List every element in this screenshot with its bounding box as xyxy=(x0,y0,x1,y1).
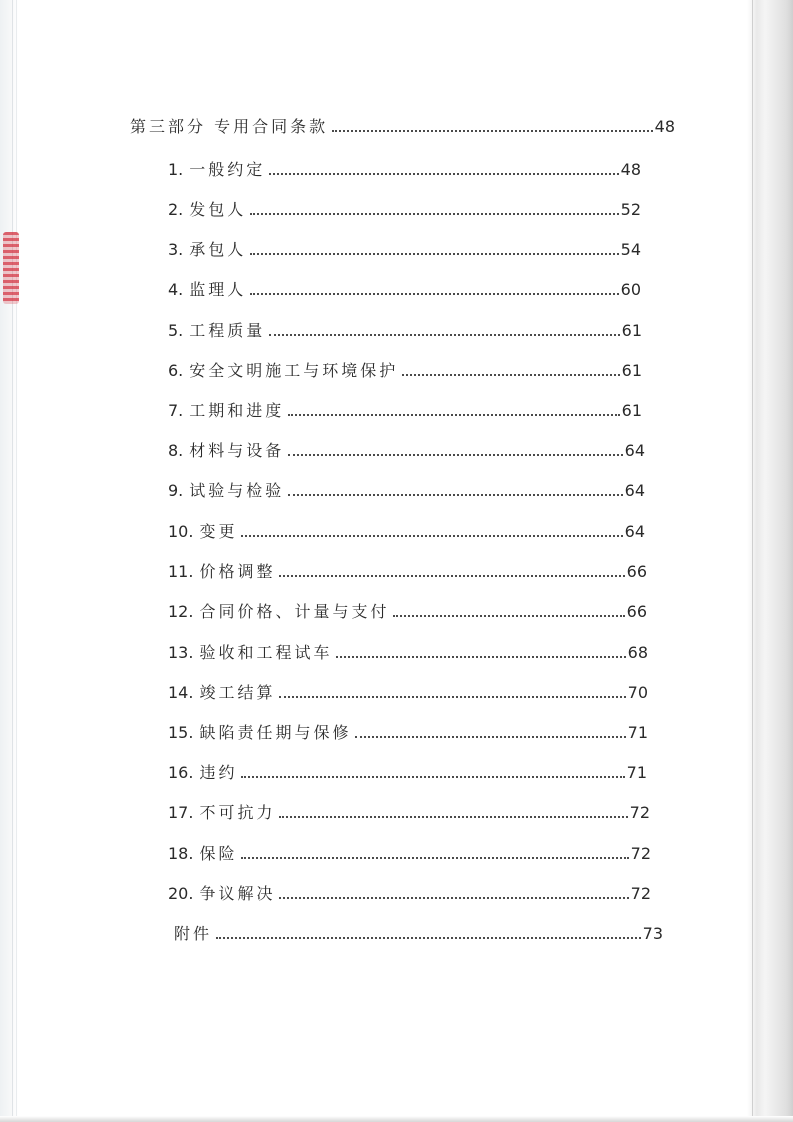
toc-entry-part-3[interactable] xyxy=(130,113,675,137)
toc-entry-title: 不可抗力 xyxy=(199,803,276,822)
toc-entry-3[interactable] xyxy=(168,236,641,260)
dot-leader xyxy=(250,213,618,215)
toc-entry-number: 1. xyxy=(168,160,184,179)
toc-entry-page: 61 xyxy=(621,361,642,380)
toc-entry-number: 4. xyxy=(168,280,184,299)
dot-leader xyxy=(241,535,622,537)
toc-entry-number: 11. xyxy=(168,562,194,581)
toc-entry-number: 6. xyxy=(168,361,184,380)
dot-leader xyxy=(269,334,619,336)
toc-entry-title: 试验与检验 xyxy=(189,481,285,500)
toc-entry-page: 70 xyxy=(627,683,648,702)
toc-entry-20[interactable] xyxy=(168,880,651,904)
toc-entry-title: 保险 xyxy=(199,844,238,863)
toc-entry-title: 附件 xyxy=(174,924,213,943)
toc-entry-page: 61 xyxy=(621,401,642,420)
toc-entry-number: 16. xyxy=(168,763,194,782)
dot-leader xyxy=(355,736,625,738)
dot-leader xyxy=(288,494,622,496)
toc-entry-title: 一般约定 xyxy=(189,160,266,179)
dot-leader xyxy=(336,656,625,658)
toc-entry-page: 71 xyxy=(627,723,648,742)
dot-leader xyxy=(250,293,618,295)
toc-entry-title: 监理人 xyxy=(189,280,247,299)
toc-entry-number: 17. xyxy=(168,803,194,822)
toc-entry-number: 3. xyxy=(168,240,184,259)
toc-entry-title: 缺陷责任期与保修 xyxy=(199,723,352,742)
toc-entry-page: 64 xyxy=(624,481,645,500)
toc-entry-title: 竣工结算 xyxy=(199,683,276,702)
toc-entry-page: 54 xyxy=(620,240,641,259)
dot-leader xyxy=(216,937,641,939)
dot-leader xyxy=(402,374,619,376)
toc-entry-page: 71 xyxy=(626,763,647,782)
toc-entry-2[interactable] xyxy=(168,196,641,220)
toc-entry-title: 价格调整 xyxy=(199,562,276,581)
toc-entry-number: 7. xyxy=(168,401,184,420)
toc-entry-16[interactable] xyxy=(168,759,647,783)
toc-entry-12[interactable] xyxy=(168,598,647,622)
toc-entry-page: 72 xyxy=(630,844,651,863)
toc-entry-10[interactable] xyxy=(168,518,645,542)
toc-entry-7[interactable] xyxy=(168,397,642,421)
toc-entry-15[interactable] xyxy=(168,719,648,743)
toc-entry-number: 2. xyxy=(168,200,184,219)
toc-entry-title: 承包人 xyxy=(189,240,247,259)
toc-entry-title: 第三部分 专用合同条款 xyxy=(130,117,329,136)
dot-leader xyxy=(288,414,619,416)
dot-leader xyxy=(269,173,618,175)
toc-entry-title: 工期和进度 xyxy=(189,401,285,420)
toc-entry-number: 18. xyxy=(168,844,194,863)
toc-entry-5[interactable] xyxy=(168,317,642,341)
toc-entry-18[interactable] xyxy=(168,840,651,864)
toc-entry-title: 违约 xyxy=(199,763,238,782)
dot-leader xyxy=(241,857,628,859)
toc-entry-title: 工程质量 xyxy=(189,321,266,340)
toc-entry-page: 66 xyxy=(626,602,647,621)
toc-entry-6[interactable] xyxy=(168,357,642,381)
toc-entry-8[interactable] xyxy=(168,437,645,461)
toc-entry-number: 15. xyxy=(168,723,194,742)
dot-leader xyxy=(250,253,618,255)
toc-entry-title: 验收和工程试车 xyxy=(199,643,333,662)
dot-leader xyxy=(241,776,624,778)
toc-entry-title: 争议解决 xyxy=(199,884,276,903)
dot-leader xyxy=(279,575,624,577)
toc-entry-4[interactable] xyxy=(168,276,641,300)
toc-entry-number: 13. xyxy=(168,643,194,662)
toc-entry-title: 合同价格、计量与支付 xyxy=(199,602,390,621)
dot-leader xyxy=(279,897,628,899)
toc-entry-page: 52 xyxy=(620,200,641,219)
toc-entry-page: 72 xyxy=(630,884,651,903)
toc-entry-page: 72 xyxy=(629,803,650,822)
toc-entry-number: 8. xyxy=(168,441,184,460)
dot-leader xyxy=(279,816,627,818)
dot-leader xyxy=(288,454,622,456)
toc-entry-number: 20. xyxy=(168,884,194,903)
toc-entry-number: 14. xyxy=(168,683,194,702)
toc-entry-title: 变更 xyxy=(199,522,238,541)
toc-entry-title: 安全文明施工与环境保护 xyxy=(189,361,399,380)
toc-entry-page: 60 xyxy=(620,280,641,299)
toc-entry-appendix[interactable] xyxy=(174,920,663,944)
toc-entry-13[interactable] xyxy=(168,639,648,663)
toc-entry-number: 5. xyxy=(168,321,184,340)
dot-leader xyxy=(332,130,653,132)
toc-entry-number: 12. xyxy=(168,602,194,621)
toc-entry-17[interactable] xyxy=(168,799,650,823)
toc-entry-11[interactable] xyxy=(168,558,647,582)
dot-leader xyxy=(393,615,624,617)
toc-entry-number: 10. xyxy=(168,522,194,541)
toc-entry-page: 64 xyxy=(624,441,645,460)
dot-leader xyxy=(279,696,625,698)
toc-entry-14[interactable] xyxy=(168,679,648,703)
toc-entry-9[interactable] xyxy=(168,477,645,501)
toc-entry-page: 68 xyxy=(627,643,648,662)
toc-entry-page: 73 xyxy=(642,924,663,943)
toc-entry-page: 64 xyxy=(624,522,645,541)
toc-entry-title: 发包人 xyxy=(189,200,247,219)
toc-entry-page: 61 xyxy=(621,321,642,340)
toc-entry-page: 48 xyxy=(654,117,675,136)
toc-entry-page: 48 xyxy=(620,160,641,179)
toc-entry-page: 66 xyxy=(626,562,647,581)
toc-entry-1[interactable] xyxy=(168,156,641,180)
toc-entry-title: 材料与设备 xyxy=(189,441,285,460)
toc-entry-number: 9. xyxy=(168,481,184,500)
